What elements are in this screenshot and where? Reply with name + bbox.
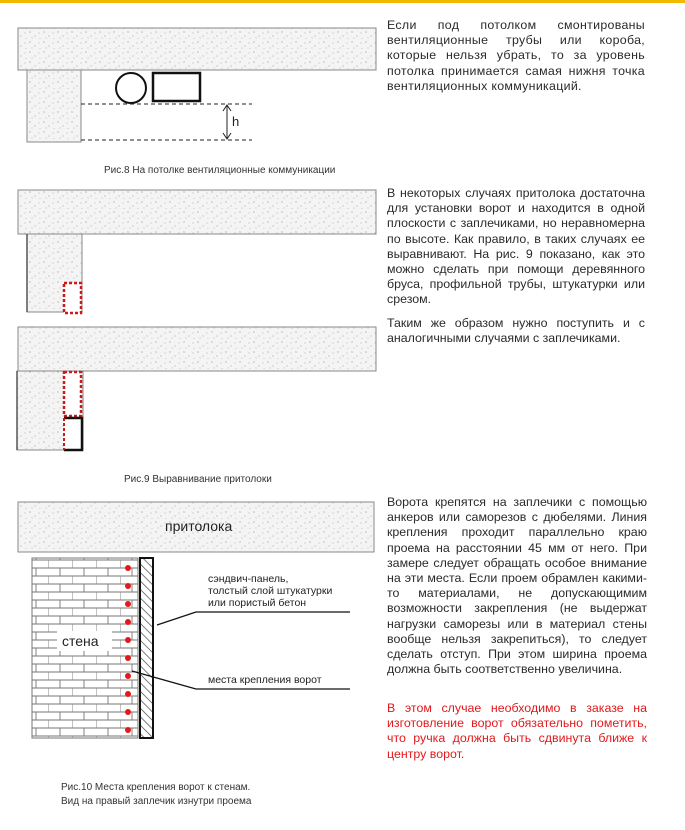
lintel-slab-a [18,190,376,234]
mount-point [125,709,131,715]
figure-8 [18,28,376,142]
leveling-insert-c [64,418,82,450]
section2-paragraph-2: Таким же образом нужно поступить и с аналогичными случаями с заплечиками. [387,316,645,346]
leveling-insert-a [64,283,81,313]
figure-10-caption-line1: Рис.10 Места крепления ворот к стенам. [61,782,251,793]
wall-column [27,70,81,142]
wall-label: стена [62,633,99,649]
mount-point [125,583,131,589]
panel-label-line3: или пористый бетон [208,597,307,609]
mount-point [125,601,131,607]
lintel-label: притолока [165,518,233,534]
section3-paragraph: Ворота крепятся на заплечики с помощью анкеров или саморезов с дюбелями. Линия крепления проходит параллельно краю проема на расстоянии 45 мм от него. При замере следует обращать особое внимание на эти места. Если проем обрамлен какими-то материалами, не допускающимим возможности закрепления (не выдержат нагрузки саморезы или в материал стены вообще нельзя закрепиться), то следует сделать отступ. При этом ширина проема должна быть соответственно увеличина. [387,495,647,677]
mount-point [125,727,131,733]
panel-label-line2: толстый слой штукатурки [208,585,333,597]
mount-point [125,619,131,625]
section1-paragraph: Если под потолком смонтированы вентиляционные трубы или короба, которые нельзя убрать, то за уровень потолка принимается самая нижня точка вентиляционных коммуникаций. [387,18,645,93]
leveling-insert-b [64,372,81,416]
panel-hatched [140,558,153,738]
figure-10 [18,502,374,738]
h-label: h [232,114,240,129]
mount-point [125,565,131,571]
vent-pipe [116,73,146,103]
mount-point [125,637,131,643]
ceiling-slab [18,28,376,70]
section2-paragraph-1: В некоторых случаях притолока достаточна для установки ворот и находится в одной плоскости с заплечиками, но неравномерна по высоте. Как правило, в таких случаях ее выравнивают. На рис. 9 показано, как это можно сделать при помощи деревянного бруса, профильной трубы, штукатурки или срезом. [387,186,645,307]
figure-9-top [18,190,376,313]
mount-point [125,691,131,697]
figure-10-caption-line2: Вид на правый заплечик изнутри проема [61,796,252,807]
vent-duct [153,73,200,101]
figure-8-caption: Рис.8 На потолке вентиляционные коммуникации [104,165,336,176]
panel-leader-line [157,612,196,625]
mount-label: места крепления ворот [208,674,322,686]
lintel-slab-b [18,327,376,371]
mount-point [125,655,131,661]
section3-warning-paragraph: В этом случае необходимо в заказе на изготовление ворот обязательно пометить, что ручка должна быть сдвинута ближе к центру ворот. [387,701,647,761]
mount-point [125,673,131,679]
figure-9-caption: Рис.9 Выравнивание притолоки [124,474,272,485]
panel-label-line1: сэндвич-панель, [208,573,289,585]
figure-9-bottom [17,327,376,450]
